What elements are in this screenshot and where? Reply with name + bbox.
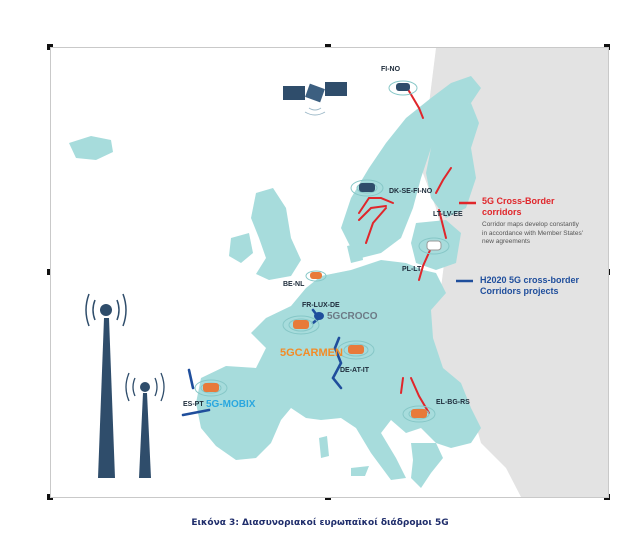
legend-note-line3: new agreements <box>482 238 531 245</box>
radio-tower-icon <box>126 373 164 478</box>
corridor-label-lt-lv-ee: LT-LV-EE <box>433 211 463 218</box>
corridor-label-fi-no: FI-NO <box>381 66 401 73</box>
corridor-label-de-at-it: DE-AT-IT <box>340 367 370 374</box>
europe-map <box>51 48 608 497</box>
figure-caption: Εικόνα 3: Διασυνοριακοί ευρωπαϊκοί διάδρομοι 5G <box>191 518 449 528</box>
5gcroco-logo-icon <box>314 312 324 320</box>
project-5gcroco: 5GCROCO <box>327 311 378 322</box>
corridor-label-dk-se-fi-no: DK-SE-FI-NO <box>389 188 433 195</box>
map-figure[interactable] <box>50 47 609 498</box>
satellite-icon <box>283 82 347 115</box>
legend-h2020-line1: H2020 5G cross-border <box>480 275 580 285</box>
corridor-label-pl-lt: PL-LT <box>402 266 422 273</box>
legend-h2020-title <box>480 275 579 297</box>
corridor-label-el-bg-rs: EL-BG-RS <box>436 399 470 406</box>
legend-cross-border-line2: corridors <box>482 207 522 217</box>
land-uk <box>251 188 301 280</box>
legend-note <box>482 221 609 247</box>
car-icon <box>389 81 417 95</box>
land-denmark <box>347 243 363 263</box>
corridor-label-fr-lux-de: FR-LUX-DE <box>302 302 340 309</box>
radio-tower-icon <box>86 294 126 478</box>
legend-note-line2: in accordance with Member States' <box>482 229 583 237</box>
legend-note-line1: Corridor maps develop constantly <box>482 221 579 228</box>
legend-h2020-line2: Corridors projects <box>480 286 559 296</box>
land-ireland <box>229 233 253 263</box>
land-iceland <box>69 136 113 160</box>
land-sicily <box>351 466 369 476</box>
legend-cross-border-title <box>482 196 555 218</box>
legend-cross-border-line1: 5G Cross-Border <box>482 196 555 206</box>
corridor-label-be-nl: BE-NL <box>283 281 305 288</box>
project-5gcarmen: 5GCARMEN <box>280 347 343 359</box>
project-5g-mobix: 5G-MOBIX <box>206 399 256 410</box>
land-sardinia <box>319 436 329 458</box>
corridor-label-es-pt: ES-PT <box>183 401 204 408</box>
land-greece <box>411 443 443 488</box>
